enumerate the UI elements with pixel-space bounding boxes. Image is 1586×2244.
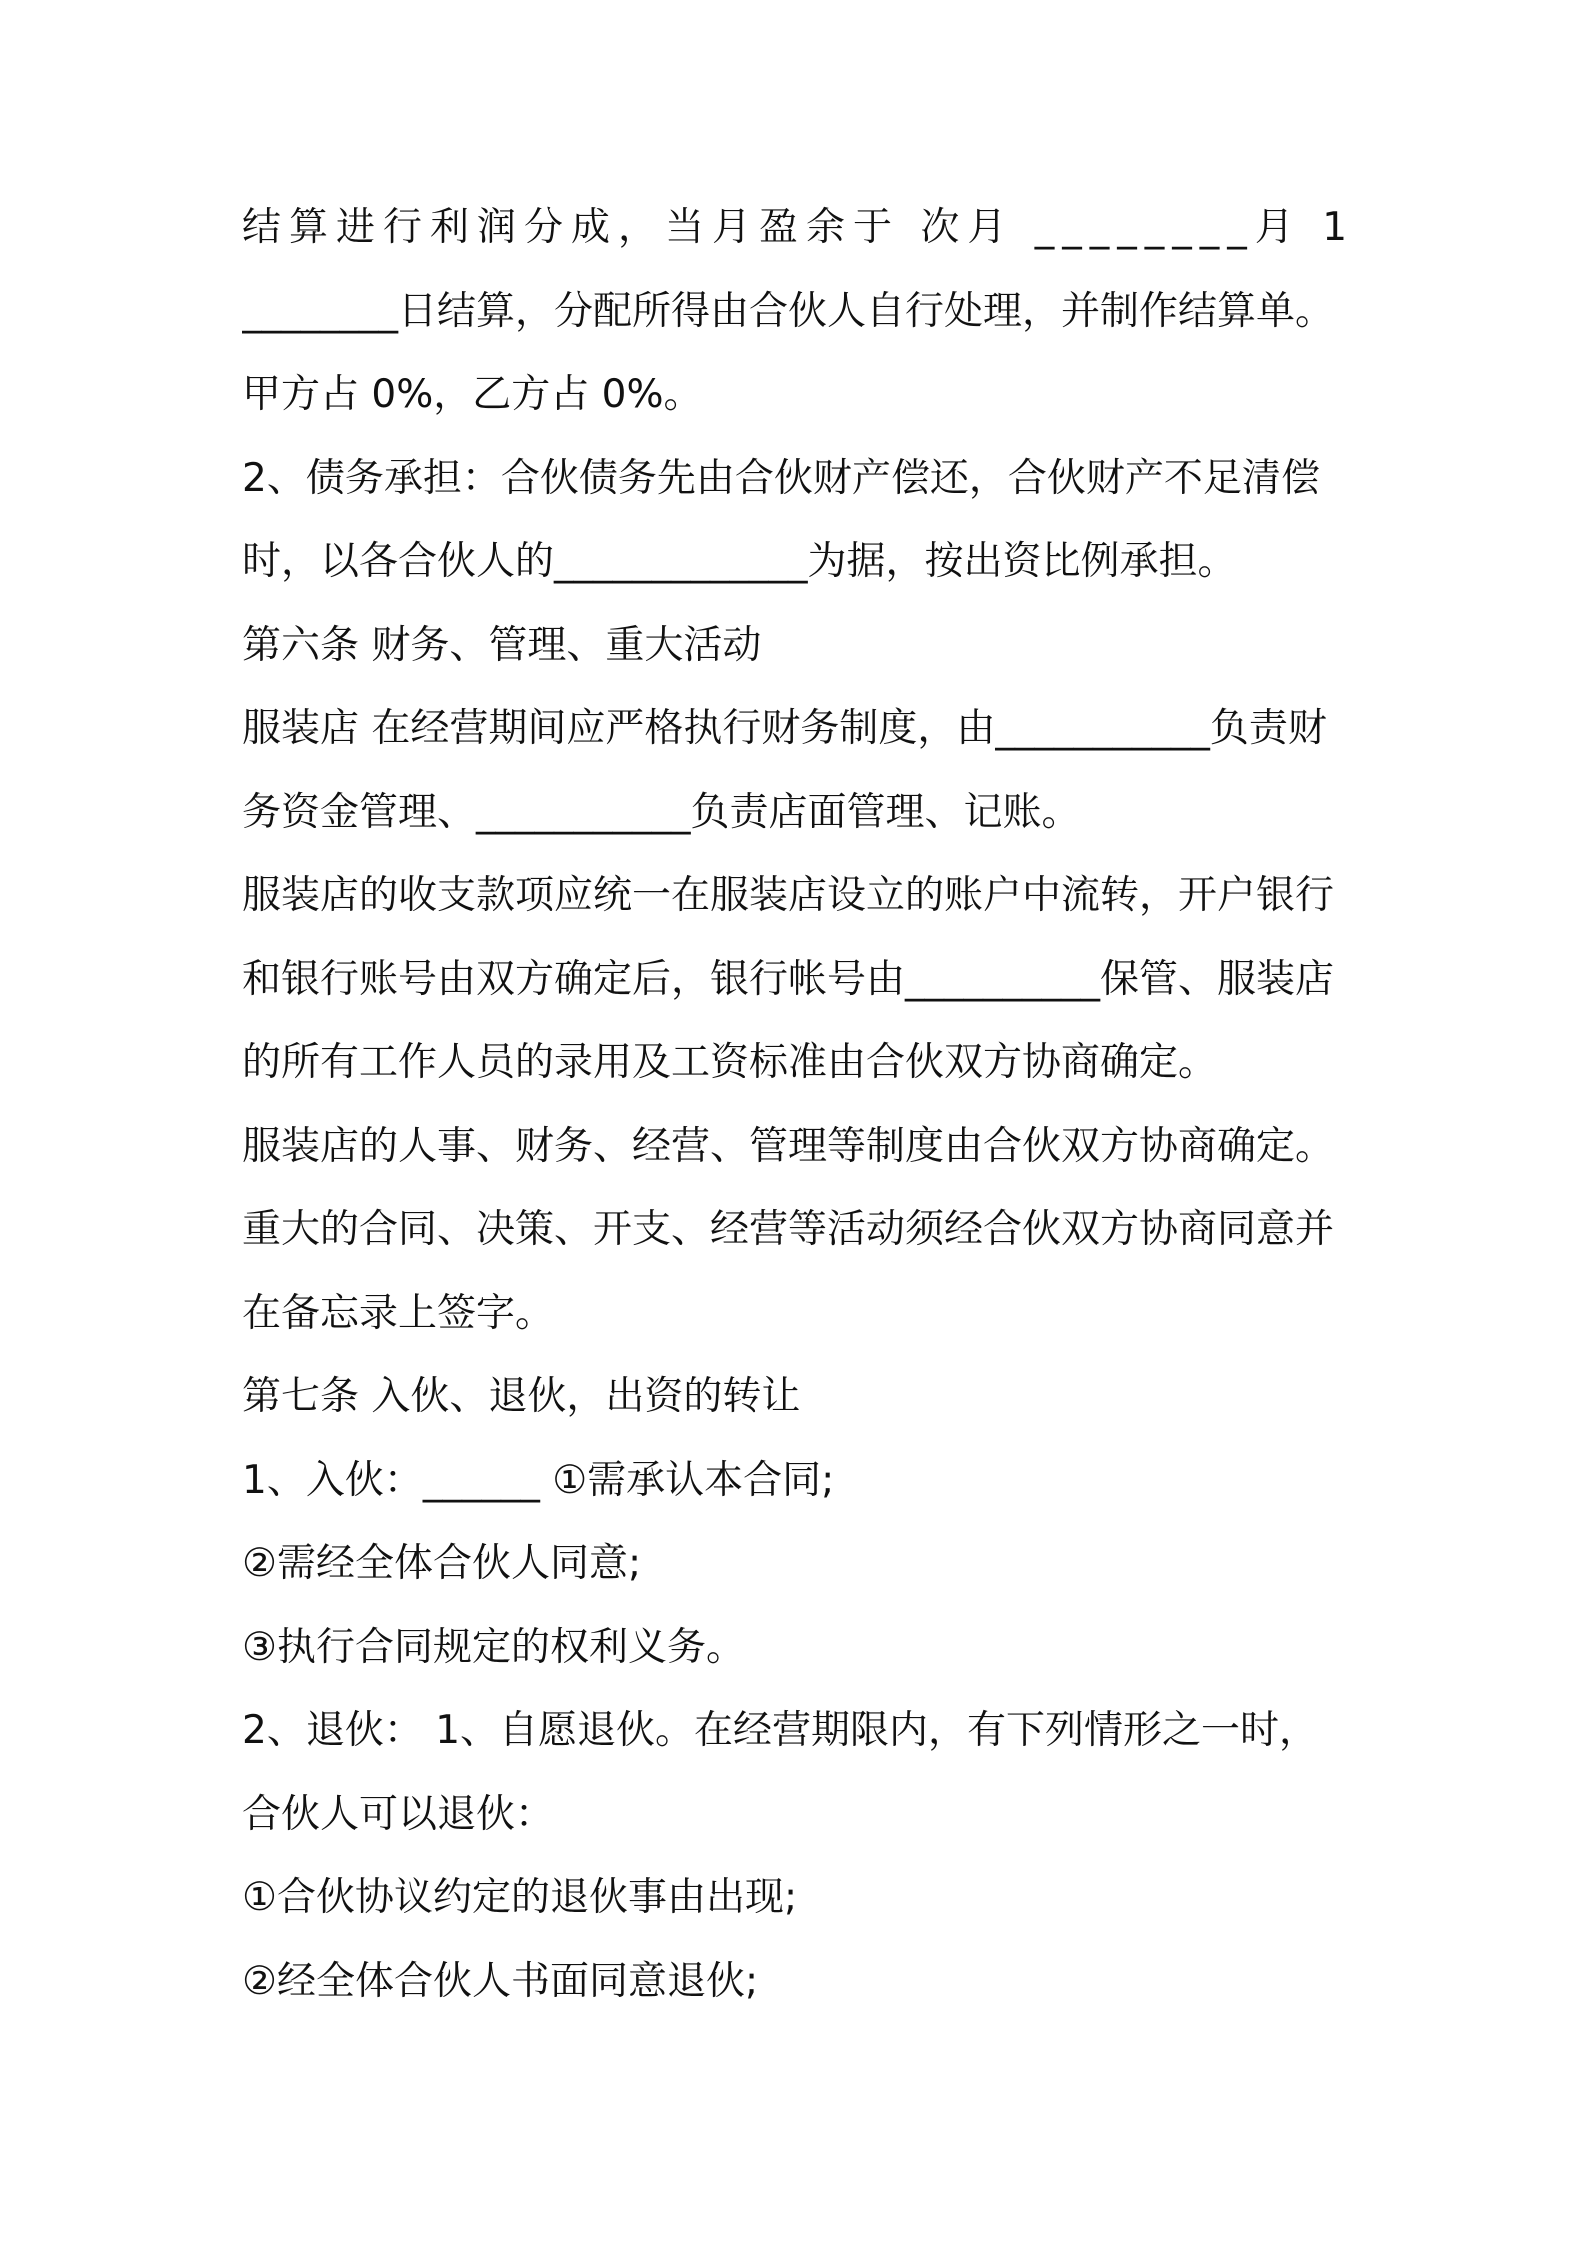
text-line: ①合伙协议约定的退伙事由出现;: [242, 1875, 798, 1920]
text-line: 甲方占 0%，乙方占 0%。: [242, 372, 703, 417]
text-line: 的所有工作人员的录用及工资标准由合伙双方协商确定。: [242, 1040, 1218, 1085]
text-line: 2、退伙： 1、自愿退伙。在经营期限内，有下列情形之一时，: [242, 1708, 1319, 1753]
text-line: 服装店 在经营期间应严格执行财务制度，由___________负责财: [242, 706, 1327, 751]
text-line: 1、入伙：______ ①需承认本合同;: [242, 1457, 835, 1503]
text-line: 和银行账号由双方确定后，银行帐号由__________保管、服装店: [242, 956, 1335, 1002]
section-heading: 第七条 入伙、退伙，出资的转让: [242, 1374, 801, 1419]
text-line: 合伙人可以退伙：: [242, 1791, 555, 1837]
text-line: 服装店的收支款项应统一在服装店设立的账户中流转，开户银行: [242, 873, 1335, 918]
text-line: 重大的合同、决策、开支、经营等活动须经合伙双方协商同意并: [242, 1207, 1335, 1252]
section-heading: 第六条 财务、管理、重大活动: [242, 622, 762, 668]
text-line: 服装店的人事、财务、经营、管理等制度由合伙双方协商确定。: [242, 1123, 1335, 1169]
text-line: ________日结算，分配所得由合伙人自行处理，并制作结算单。: [242, 288, 1335, 334]
text-line: 在备忘录上签字。: [242, 1290, 555, 1336]
text-line: ②经全体合伙人书面同意退伙;: [242, 1958, 759, 2004]
text-line: 务资金管理、___________负责店面管理、记账。: [242, 789, 1081, 835]
text-line: 2、债务承担：合伙债务先由合伙财产偿还，合伙财产不足清偿: [242, 455, 1320, 501]
document-body: [242, 197, 1362, 2034]
text-line: ②需经全体合伙人同意;: [242, 1541, 642, 1586]
text-line: 时，以各合伙人的_____________为据，按出资比例承担。: [242, 539, 1237, 584]
text-line: ③执行合同规定的权利义务。: [242, 1624, 745, 1670]
text-line: 结算进行利润分成，当月盈余于 次月 ________月 1: [242, 205, 1356, 250]
